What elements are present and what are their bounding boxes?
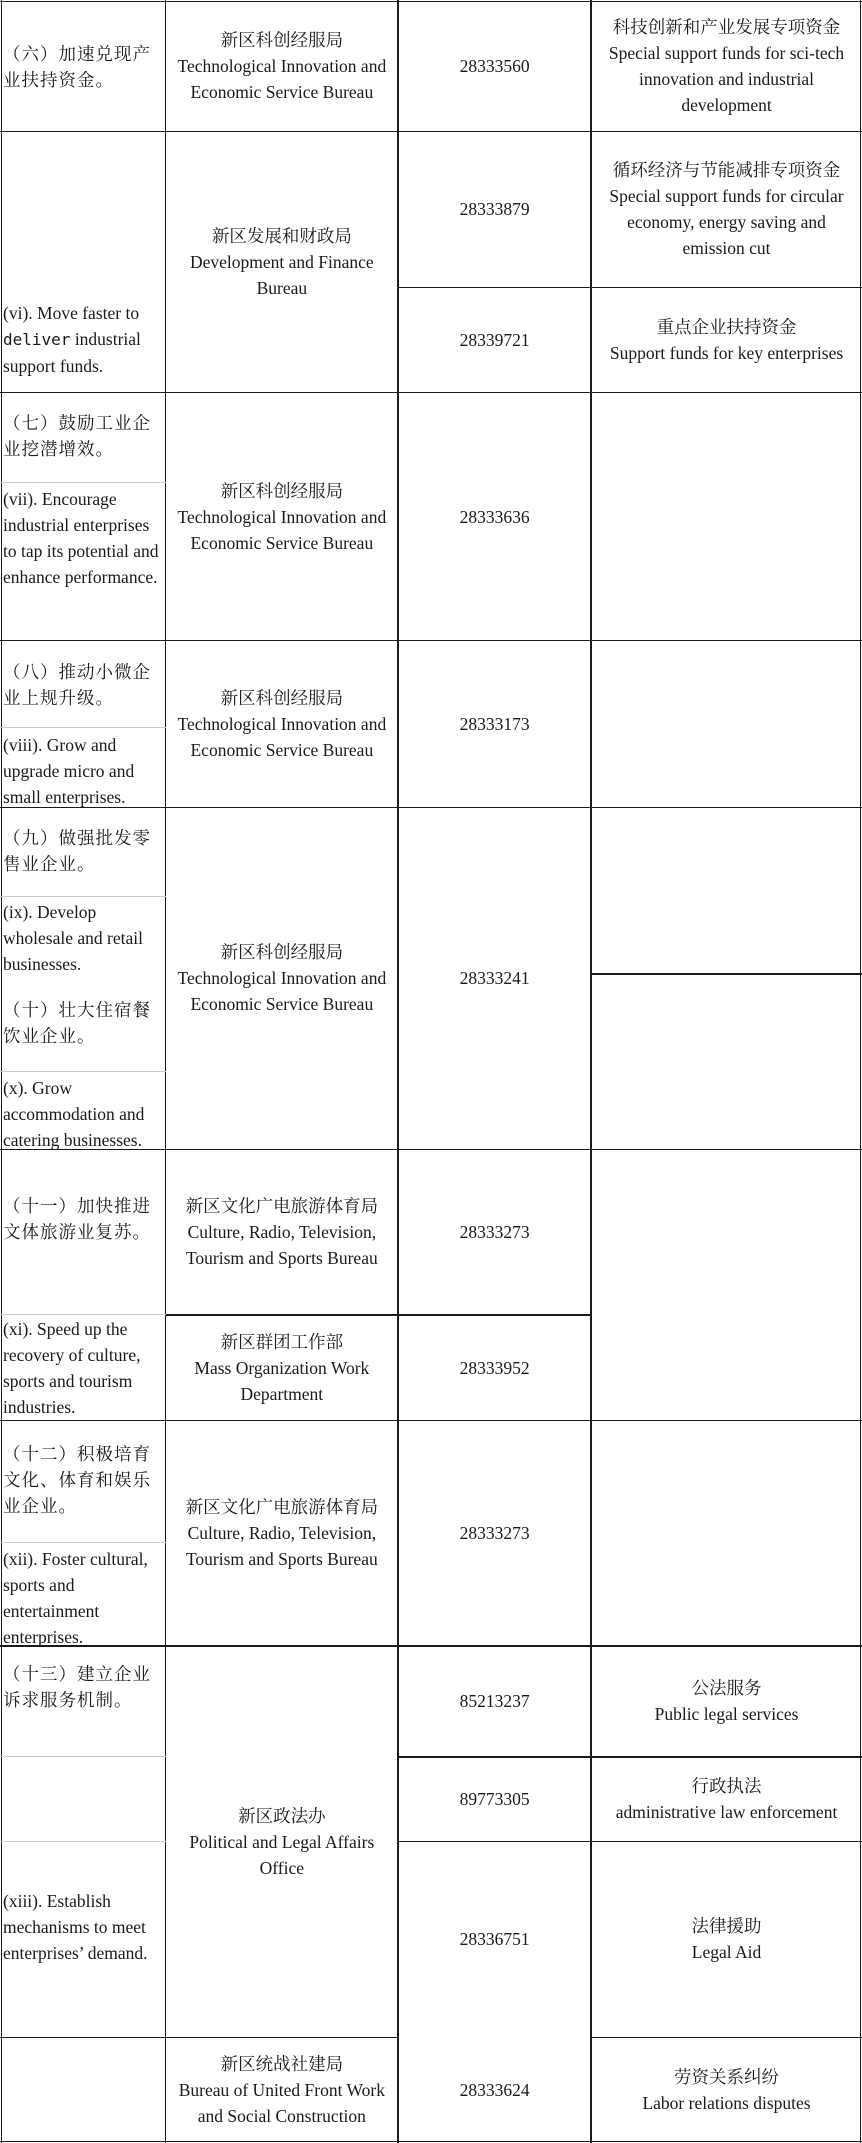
matter-zh: 重点企业扶持资金 [656,317,797,337]
department-name-zh: 新区科创经服局 [220,30,344,51]
label-zh-text: （十）壮大住宿餐饮业企业。 [3,1000,151,1047]
label-zh [0,41,161,93]
label-en [0,486,166,590]
label-en-text: (ix). Develop wholesale and retail businesses. [3,901,143,974]
label-en-text: (x). Grow accommodation and catering businesses. [3,1078,145,1151]
department-cell [168,1420,397,1646]
department-cell [168,1149,397,1315]
label-en-text: (vii). Encourage industrial enterprises to tap its potential and enhance performance. [3,488,159,587]
matter-zh: 公法服务 [691,1678,762,1699]
department-name-zh: 新区文化广电旅游体育局 [185,1497,379,1518]
matter-en: Public legal services [654,1704,799,1725]
phone-cell [400,131,589,287]
matter-en: Special support funds for sci-tech innovation and industrial development [608,43,845,116]
department-name-en: Technological Innovation and Economic Service Bureau [177,506,387,553]
cell-divider [0,1314,166,1315]
phone-number: 28339721 [459,330,530,350]
department-cell [168,1315,397,1420]
department-name-en: Political and Legal Affairs Office [189,1831,375,1878]
label-en [0,1316,166,1420]
department-name-zh: 新区政法办 [238,1805,326,1826]
label-zh [0,997,161,1049]
department-name-zh: 新区科创经服局 [220,687,344,708]
phone-cell [400,1646,589,1757]
matter-en: Labor relations disputes [642,2093,811,2113]
cell-divider [0,727,166,728]
label-zh [0,1661,161,1713]
cell-divider [0,896,166,897]
matter-en: Legal Aid [691,1942,762,1963]
phone-number: 28333624 [459,2080,530,2100]
matter-zh: 法律援助 [691,1916,762,1937]
department-name-en: Mass Organization Work Department [194,1357,370,1404]
label-zh-text: （十二）积极培育文化、体育和娱乐业企业。 [3,1443,151,1516]
label-en-code: deliver [3,329,71,349]
matter-en: administrative law enforcement [615,1802,838,1823]
label-en [0,732,166,810]
matter-cell [593,1842,860,2038]
label-zh [0,410,161,462]
label-en-post: industrial support funds. [3,328,141,376]
label-zh [0,1441,161,1519]
label-zh-text: （九）做强批发零售业企业。 [3,828,151,875]
label-en-text: (xii). Foster cultural, sports and entertainment enterprises. [3,1549,148,1648]
label-en-text: (xiii). Establish mechanisms to meet enterprises’ demand. [3,1891,148,1964]
department-name-zh: 新区发展和财政局 [211,226,352,246]
phone-cell [400,640,589,807]
matter-cell [593,131,860,287]
label-zh [0,1193,161,1245]
label-en [0,1888,166,1966]
department-name-zh: 新区群团工作部 [220,1331,344,1352]
label-zh-text: （六）加速兑现产业扶持资金。 [3,44,151,91]
department-cell [168,2037,397,2142]
phone-cell [400,1842,589,2038]
matter-zh: 劳资关系纠纷 [674,2067,780,2087]
cell-divider [0,1841,166,1842]
label-zh-text: （八）推动小微企业上规升级。 [3,662,151,709]
department-name-zh: 新区科创经服局 [220,480,344,501]
phone-cell [400,1315,589,1420]
phone-number: 28333173 [459,713,530,734]
phone-cell [400,2037,589,2142]
cell-divider [0,1542,166,1543]
phone-number: 85213237 [459,1691,530,1712]
phone-number: 28333952 [459,1357,530,1378]
department-name-en: Culture, Radio, Television, Tourism and Sports Bureau [185,1222,378,1269]
grid-line [590,0,591,2143]
label-en [0,300,166,379]
phone-cell [400,1149,589,1315]
phone-cell [400,807,589,1149]
phone-cell [400,1757,589,1842]
label-en-pre: (vi). Move faster to [3,302,140,323]
department-name-en: Development and Finance Bureau [189,252,374,298]
phone-cell [400,1420,589,1646]
phone-number: 28333273 [459,1523,530,1544]
matter-cell [593,287,860,392]
matter-cell [593,1757,860,1842]
phone-cell [400,393,589,641]
phone-number: 28333879 [459,199,530,220]
cell-divider [0,1071,166,1072]
cell-divider [0,1756,166,1757]
department-name-zh: 新区文化广电旅游体育局 [185,1196,379,1217]
department-cell [168,1646,397,2037]
department-cell [168,640,397,807]
label-zh [0,825,161,877]
matter-zh: 行政执法 [691,1776,762,1797]
department-cell [168,393,397,641]
matter-en: Special support funds for circular economy, energy saving and emission cut [609,186,844,259]
phone-number: 28333636 [459,506,530,527]
cell-divider [0,482,166,483]
matter-cell [593,1646,860,1757]
department-name-zh: 新区统战社建局 [220,2054,344,2074]
label-en-text: (xi). Speed up the recovery of culture, sports and tourism industries. [3,1319,141,1418]
label-en [0,1075,166,1153]
label-en [0,899,166,977]
phone-cell [400,287,589,392]
phone-cell [400,1,589,131]
grid-line [591,973,862,974]
grid-line [397,0,398,2143]
department-name-en: Bureau of United Front Work and Social Construction [178,2080,385,2126]
matter-en: Support funds for key enterprises [609,343,844,363]
department-name-en: Culture, Radio, Television, Tourism and Sports Bureau [185,1523,378,1570]
department-name-en: Technological Innovation and Economic Service Bureau [177,968,387,1015]
phone-number: 28333241 [459,968,530,989]
department-name-en: Technological Innovation and Economic Service Bureau [177,713,387,760]
phone-number: 89773305 [459,1789,530,1810]
label-zh-text: （七）鼓励工业企业挖潜增效。 [3,413,151,460]
label-zh [0,659,161,711]
department-name-zh: 新区科创经服局 [220,942,344,963]
phone-number: 28333560 [459,56,530,77]
matter-cell [593,2037,860,2142]
department-cell [168,807,397,1149]
matter-zh: 循环经济与节能减排专项资金 [612,160,841,181]
phone-number: 28336751 [459,1929,530,1950]
department-name-en: Technological Innovation and Economic Service Bureau [177,56,387,103]
label-zh-text: （十一）加快推进文体旅游业复苏。 [3,1196,151,1243]
matter-cell [593,1,860,131]
department-cell [168,1,397,131]
grid-line [860,0,861,2143]
label-en [0,1546,166,1650]
department-cell [168,131,397,392]
label-en-text: (viii). Grow and upgrade micro and small enterprises. [3,735,135,808]
phone-number: 28333273 [459,1222,530,1243]
label-zh-text: （十三）建立企业诉求服务机制。 [3,1664,151,1711]
matter-zh: 科技创新和产业发展专项资金 [612,17,841,38]
